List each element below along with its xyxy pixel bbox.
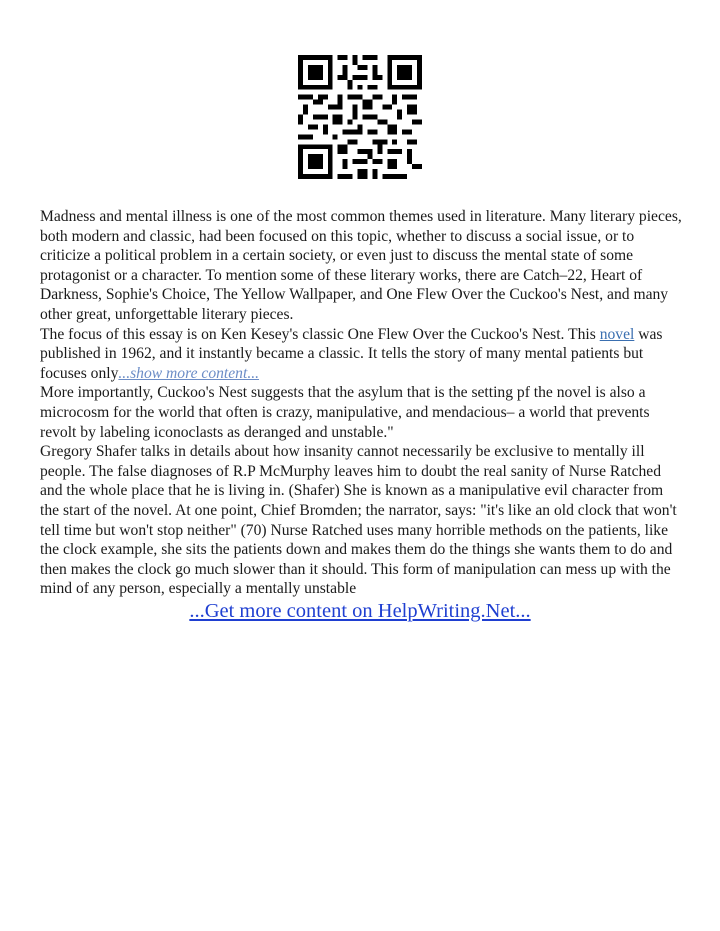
paragraph-1: Madness and mental illness is one of the most common themes used in literature. Many literary pieces, both modern and classic, had been focused on this topic, whether to discuss a social issue, or to criticize a political problem in a certain society, or even just to discuss the mental state of some protagonist or a character. To mention some of these literary works, there are Catch–22, Heart of Darkness, Sophie's Choice, The Yellow Wallpaper, and One Flew Over the Cuckoo's Nest, and many other great, unforgettable literary pieces.: [40, 208, 682, 323]
paragraph-2: [40, 325, 683, 384]
paragraph-3: More importantly, Cuckoo's Nest suggests that the asylum that is the setting pf the novel is also a microcosm for the world that often is crazy, manipulative, and mendacious– a world that prevents revolt by labeling iconoclasts as deranged and unstable.": [40, 384, 650, 441]
show-more-link[interactable]: ...show more content...: [118, 364, 260, 382]
paragraph-2-text-a: The focus of this essay is on Ken Kesey's classic One Flew Over the Cuckoo's Nest. This: [40, 325, 600, 343]
essay-body: [40, 207, 683, 599]
qr-code-icon: [298, 55, 422, 179]
get-more-content-link[interactable]: ...Get more content on HelpWriting.Net...: [189, 600, 531, 622]
cta-container: [0, 600, 720, 623]
paragraph-2-text-b: was published in 1962, and it instantly became a classic. It tells the story of many mental patients but focuses only: [40, 325, 663, 382]
paragraph-4: Gregory Shafer talks in details about how insanity cannot necessarily be exclusive to mentally ill people. The false diagnoses of R.P McMurphy leaves him to doubt the real sanity of Nurse Ratched and the whole place that he is living in. (Shafer) She is known as a manipulative evil character from the start of the novel. At one point, Chief Bromden; the narrator, says: "it's like an old clock that won't tell time but won't stop neither" (70) Nurse Ratched uses many horrible methods on the patients, like the clock example, she sits the patients down and makes them do the things she wants them to do and then makes the clock go much slower than it should. This form of manipulation can mess up with the mind of any person, especially a mentally unstable: [40, 443, 677, 598]
qr-code: [298, 55, 422, 179]
novel-link[interactable]: novel: [599, 325, 635, 343]
